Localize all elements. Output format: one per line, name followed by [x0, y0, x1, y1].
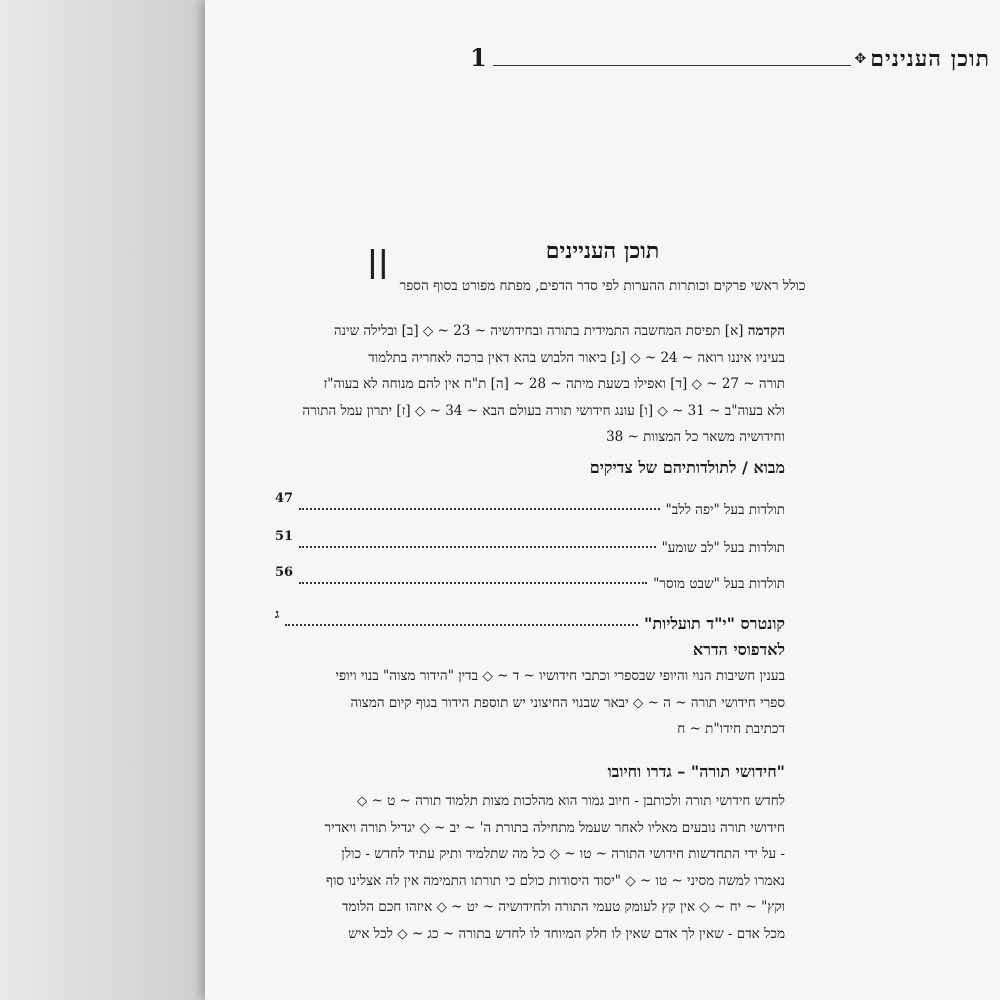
toc-row-mavo-1[interactable] — [275, 492, 785, 518]
chidushei-heading: "חידושי תורה" – גדרו וחיובו — [607, 762, 785, 781]
page-title: תוכן העניינים — [545, 238, 660, 264]
hadpasa-line-2: ספרי חידושי תורה ~ ה ~ ◇ יבאר שבנוי החיצוני יש תוספת הידור בגוף קיום המצוה — [350, 694, 785, 711]
leader-dots — [299, 508, 659, 510]
intro-paragraph — [275, 318, 785, 451]
hadpasa-line-3: דכתיבת חידו"ת ~ ח — [677, 721, 785, 737]
running-head-title: תוכן הענינים — [870, 46, 990, 72]
chidushei-line-5: וקץ" ~ יח ~ ◇ אין קץ לעומק טעמי התורה ולחידושיה ~ יט ~ ◇ איזהו חכם הלומד — [341, 899, 785, 915]
toc-label: קונטרס "י"ד תועליות" — [644, 614, 785, 633]
intro-label: הקדמה — [747, 323, 785, 339]
chidushei-line-1: לחדש חידושי תורה ולכותבן - חיוב גמור הוא מהלכות מצות תלמוד תורה ~ ט ~ ◇ — [356, 793, 785, 809]
hadpasa-paragraph — [275, 663, 785, 743]
toc-page: 56 — [275, 565, 294, 580]
toc-row-mavo-2[interactable] — [275, 530, 785, 556]
leader-dots — [299, 582, 647, 584]
page-gutter-shadow — [0, 0, 205, 1000]
page-subtitle: כולל ראשי פרקים וכותרות ההערות לפי סדר הדפים, מפתח מפורט בסוף הספר — [399, 278, 806, 294]
intro-line-3: תורה ~ 27 ~ ◇ [ד] ואפילו בשעת מיתה ~ 28 ~ [ה] ת"ח אין להם מנוחה לא בעוה"ז — [323, 376, 785, 392]
toc-page: ג — [275, 607, 280, 622]
toc-row-kuntres[interactable] — [275, 608, 785, 634]
page-number: 1 — [470, 43, 487, 72]
toc-label: תולדות בעל "לב שומע" — [661, 540, 785, 556]
running-head-rule — [493, 65, 851, 66]
leader-dots — [299, 546, 655, 548]
toc-row-mavo-3[interactable] — [275, 566, 785, 592]
toc-label: תולדות בעל "יפה ללב" — [665, 502, 785, 518]
intro-line-2: בעיניו איננו רואה ~ 24 ~ ◇ [ג] ביאור הלבוש בהא דאין ברכה לאחריה בתלמוד — [368, 349, 785, 366]
toc-label: תולדות בעל "שבט מוסר" — [653, 576, 785, 592]
toc-page: 51 — [275, 529, 294, 544]
leader-dots — [285, 624, 638, 626]
chidushei-line-3: - על ידי התחדשות חידושי התורה ~ טו ~ ◇ כל מה שתלמיד ותיק עתיד לחדש - כולן — [341, 846, 785, 862]
chidushei-paragraph — [275, 788, 785, 947]
toc-page: 47 — [275, 491, 294, 506]
intro-line-5: וחידושיה משאר כל המצוות ~ 38 — [606, 429, 785, 445]
running-head — [470, 42, 990, 72]
mavo-heading: מבוא / לתולדותיהם של צדיקים — [589, 458, 785, 477]
chidushei-line-4: נאמרו למשה מסיני ~ טו ~ ◇ "יסוד היסודות כולם כי תורתו התמימה אין לה אצלינו סוף — [325, 872, 785, 889]
chidushei-line-6: מכל אדם - שאין לך אדם שאין לו חלק המיוחד לו לחדש בתורה ~ כג ~ ◇ לכל איש — [348, 925, 785, 942]
chidushei-line-2: חידושי תורה נובעים מאליו לאחר שעמל מתחילה בתורת ה' ~ יב ~ ◇ יגדיל תורה ויאדיר — [324, 819, 785, 836]
ornament-icon: ✥ — [854, 51, 867, 67]
hadpasa-heading: לאדפוסי הדרא — [692, 640, 785, 659]
book-page — [205, 0, 1000, 1000]
intro-line-4: ולא בעוה"ב ~ 31 ~ ◇ [ו] עונג חידושי תורה בעולם הבא ~ 34 ~ ◇ [ז] יתרון עמל התורה — [302, 402, 785, 419]
hadpasa-line-1: בענין חשיבות הנוי והיופי שבספרי וכתבי חידושיו ~ ד ~ ◇ בדין "הידור מצוה" בנוי ויופי — [335, 668, 785, 684]
intro-line-1: הקדמה [א] תפיסת המחשבה התמידית בתורה ובחידושיה ~ 23 ~ ◇ [ב] ובלילה שינה — [333, 323, 785, 339]
margin-marks: || — [367, 245, 389, 280]
